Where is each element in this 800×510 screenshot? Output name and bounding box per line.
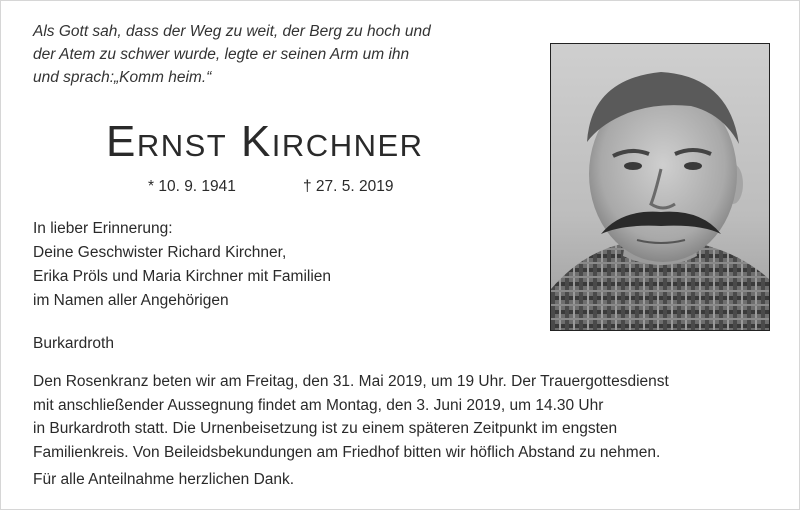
place-name: Burkardroth — [33, 335, 114, 352]
portrait-photo — [550, 43, 770, 331]
deceased-name: Ernst Kirchner — [106, 117, 424, 166]
quote-line: Als Gott sah, dass der Weg zu weit, der Berg zu hoch und — [33, 23, 431, 40]
quote-line: der Atem zu schwer wurde, legte er seinen Arm um ihn — [33, 46, 410, 63]
death-date: † 27. 5. 2019 — [303, 178, 394, 195]
mourners-line: im Namen aller Angehörigen — [33, 292, 229, 309]
mourners-line: Deine Geschwister Richard Kirchner, — [33, 244, 287, 261]
service-announcement — [33, 370, 783, 464]
mourners-line: Erika Pröls und Maria Kirchner mit Familien — [33, 268, 332, 285]
mourners-block — [33, 217, 493, 313]
thanks-line: Für alle Anteilnahme herzlichen Dank. — [33, 471, 295, 488]
announcement-line: in Burkardroth statt. Die Urnenbeisetzung ist zu einem späteren Zeitpunkt im engsten — [33, 420, 618, 437]
mourners-line: In lieber Erinnerung: — [33, 220, 173, 237]
memorial-quote — [33, 20, 463, 89]
announcement-line: mit anschließender Aussegnung findet am Montag, den 3. Juni 2019, um 14.30 Uhr — [33, 396, 604, 414]
quote-line: und sprach:„Komm heim.“ — [33, 69, 212, 86]
announcement-line: Den Rosenkranz beten wir am Freitag, den 31. Mai 2019, um 19 Uhr. Der Trauergottesdienst — [33, 373, 669, 390]
portrait-illustration — [551, 44, 769, 330]
announcement-line: Familienkreis. Von Beileidsbekundungen am Friedhof bitten wir höflich Abstand zu nehmen. — [33, 443, 661, 461]
birth-date: * 10. 9. 1941 — [148, 178, 236, 195]
